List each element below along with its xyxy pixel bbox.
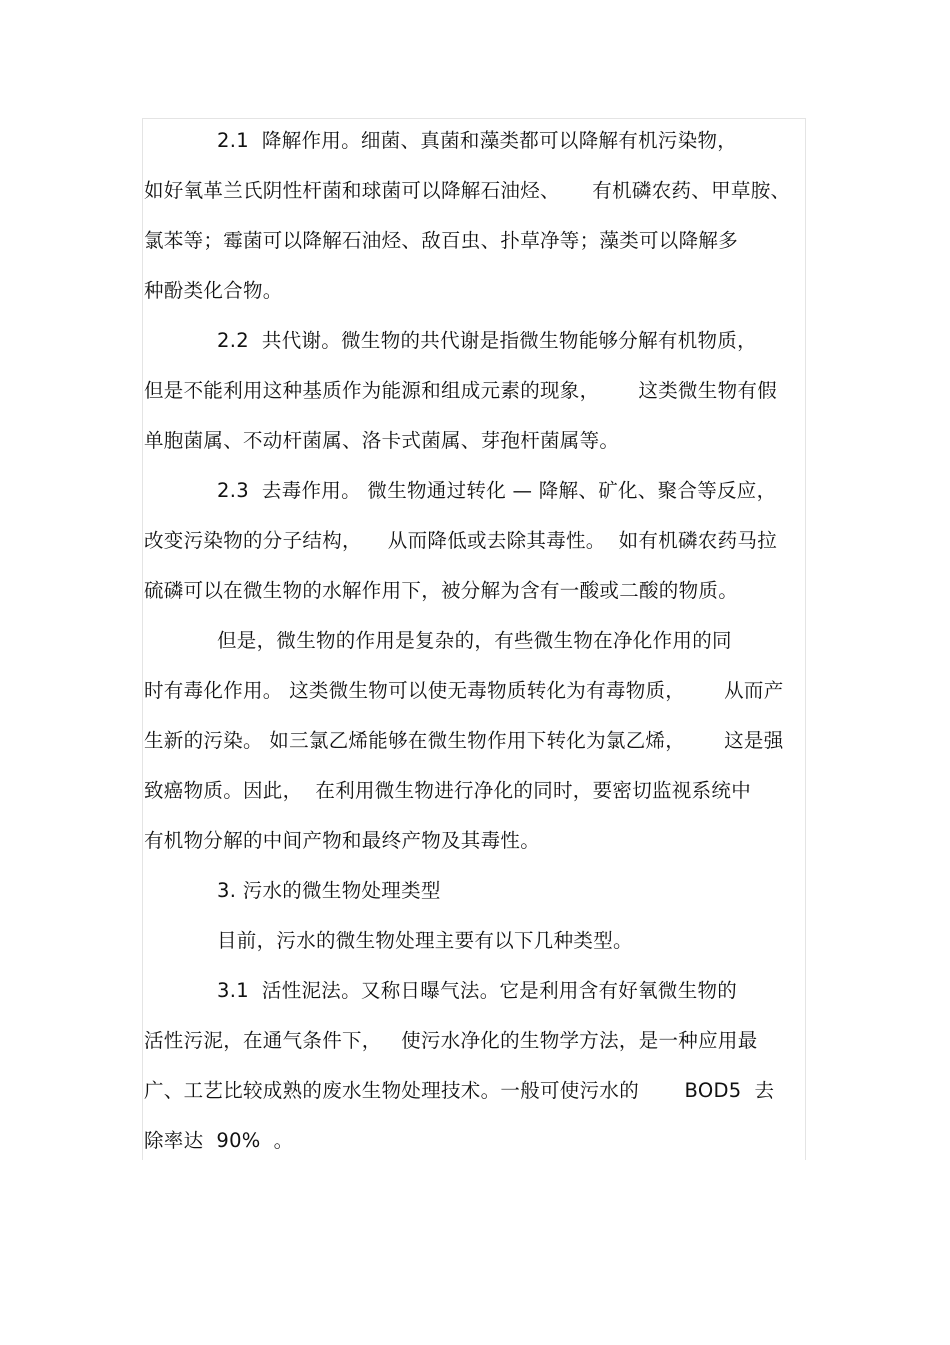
text-line: 目前，污水的微生物处理主要有以下几种类型。 [217, 929, 633, 952]
text-line: 种酚类化合物。 [144, 279, 283, 302]
text-line: 3.1 活性泥法。又称日曝气法。它是利用含有好氧微生物的 [217, 979, 738, 1002]
paragraph-2-1-degradation [144, 124, 804, 324]
text-line: 如好氧革兰氏阴性杆菌和球菌可以降解石油烃、 有机磷农药、甲草胺、 [144, 179, 791, 202]
text-line: 但是不能利用这种基质作为能源和组成元素的现象， 这类微生物有假 [144, 379, 777, 402]
paragraph-2-3-detoxification [144, 474, 804, 624]
heading-3-treatment-types [144, 874, 804, 924]
paragraph-3-1-activated-sludge [144, 974, 804, 1174]
section-heading: 3. 污水的微生物处理类型 [217, 879, 441, 902]
text-line: 广、工艺比较成熟的废水生物处理技术。一般可使污水的 BOD5 去 [144, 1079, 775, 1102]
paragraph-2-2-cometabolism [144, 324, 804, 474]
text-line: 硫磷可以在微生物的水解作用下，被分解为含有一酸或二酸的物质。 [144, 579, 739, 602]
text-line: 除率达 90% 。 [144, 1129, 294, 1152]
text-line: 时有毒化作用。 这类微生物可以使无毒物质转化为有毒物质， 从而产 [144, 679, 784, 702]
text-line: 单胞菌属、不动杆菌属、洛卡式菌属、芽孢杆菌属等。 [144, 429, 620, 452]
paragraph-toxification-note [144, 624, 804, 874]
paragraph-treatment-intro [144, 924, 804, 974]
text-line: 但是，微生物的作用是复杂的，有些微生物在净化作用的同 [217, 629, 732, 652]
document-body [144, 124, 804, 1174]
text-line: 生新的污染。 如三氯乙烯能够在微生物作用下转化为氯乙烯， 这是强 [144, 729, 784, 752]
text-line: 活性污泥，在通气条件下， 使污水净化的生物学方法，是一种应用最 [144, 1029, 758, 1052]
text-line: 2.2 共代谢。微生物的共代谢是指微生物能够分解有机物质， [217, 329, 757, 352]
text-line: 致癌物质。因此， 在利用微生物进行净化的同时，要密切监视系统中 [144, 779, 751, 802]
text-line: 有机物分解的中间产物和最终产物及其毒性。 [144, 829, 541, 852]
text-line: 氯苯等；霉菌可以降解石油烃、敌百虫、扑草净等；藻类可以降解多 [144, 229, 739, 252]
text-line: 改变污染物的分子结构， 从而降低或去除其毒性。 如有机磷农药马拉 [144, 529, 777, 552]
text-line: 2.1 降解作用。细菌、真菌和藻类都可以降解有机污染物， [217, 129, 738, 152]
text-line: 2.3 去毒作用。 微生物通过转化 — 降解、矿化、聚合等反应， [217, 479, 777, 502]
